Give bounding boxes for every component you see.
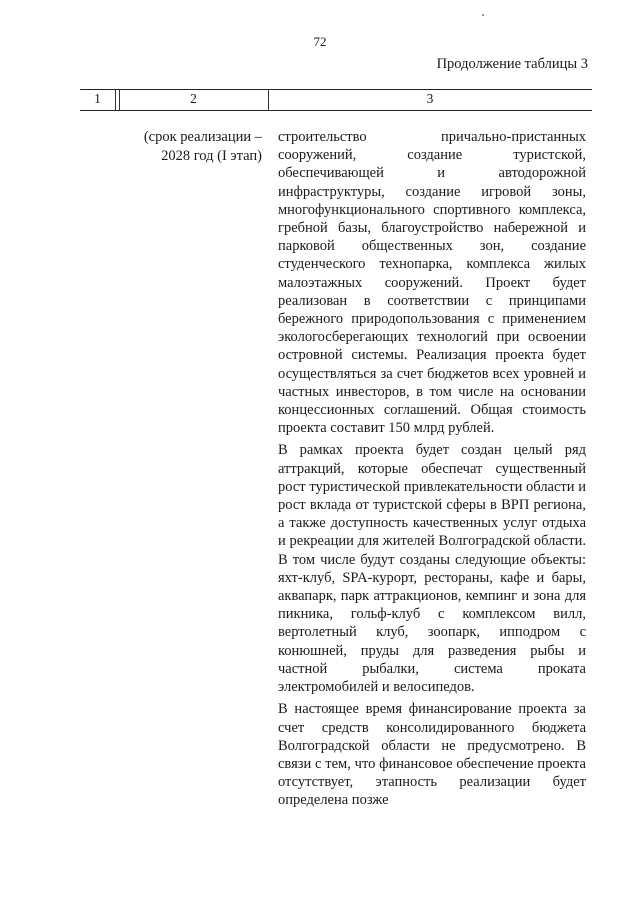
header-bottom-rule <box>80 110 592 111</box>
header-cell-3: 3 <box>426 91 434 106</box>
col3-paragraph-3: В настоящее время финансирование проекта за счет средств консолидированного бюджета Волгоградской области не предусмотрено. В связи с тем, что финансовое обеспечение проекта отсутствует, этапность реализации будет определена позже <box>278 701 586 809</box>
table-header-row <box>80 89 592 111</box>
header-divider-1 <box>115 89 116 111</box>
col3-paragraph-2: В рамках проекта будет создан целый ряд аттракций, которые обеспечат существенный рост туристической привлекательности области и рост вклада от туристской сферы в ВРП региона, а также доступность качественных услуг отдыха и рекреации для жителей Волгоградской области. В том числе будут созданы следующие объекты: яхт-клуб, SPA-курорт, рестораны, кафе и бары, аквапарк, парк аттракционов, кемпинг и зона для пикника, гольф-клуб с комплексом вилл, вертолетный клуб, зоопарк, ипподром с конюшней, пруды для разведения рыбы и частной рыбалки, система проката электромобилей и велосипедов. <box>278 442 586 696</box>
scan-speck <box>482 14 484 16</box>
column-2-text: (срок реализации – 2028 год (I этап) <box>143 129 262 164</box>
column-3-text <box>278 128 586 814</box>
table-continuation-label: Продолжение таблицы 3 <box>436 56 588 72</box>
page-number: 72 <box>313 34 327 49</box>
col3-paragraph-1: строительство причально-пристанных сооружений, создание туристской, обеспечивающей и автодорожной инфраструктуры, создание игровой зоны, многофункционального спортивного комплекса, гребной базы, благоустройство набережной и парковой общественных зон, создание студенческого технопарка, комплекса жилых малоэтажных сооружений. Проект будет реализован в соответствии с принципами бережного природопользования с применением экологосберегающих технологий при освоении островной системы. Реализация проекта будет осуществляться за счет бюджетов всех уровней и частных инвесторов, в том числе на основании концессионных соглашений. Общая стоимость проекта составит 150 млрд рублей. <box>278 129 586 437</box>
header-top-rule <box>80 89 592 90</box>
header-cell-1: 1 <box>94 91 101 106</box>
header-cell-2: 2 <box>190 91 197 106</box>
